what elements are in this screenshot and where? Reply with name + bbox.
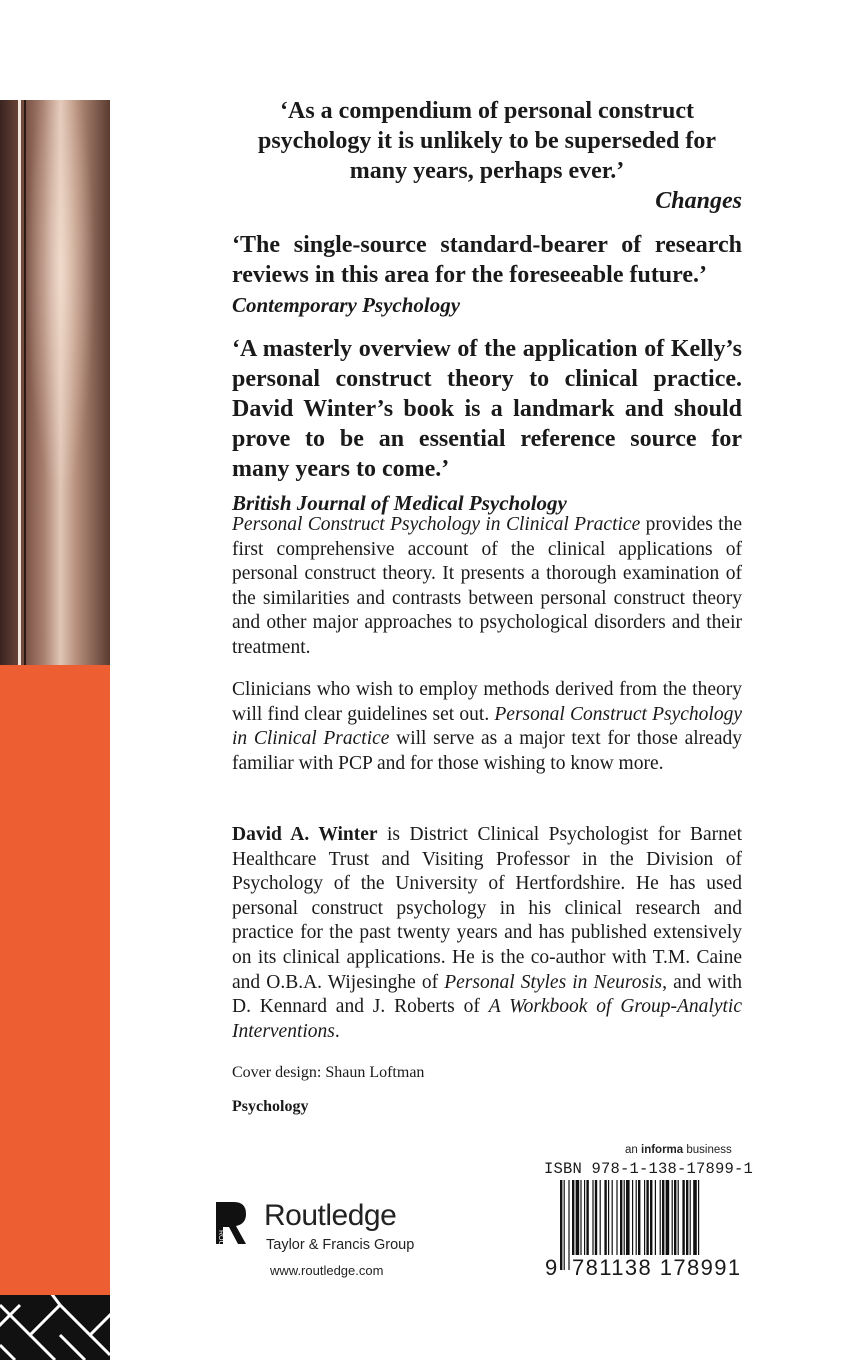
review-quote-2 bbox=[232, 230, 742, 320]
barcode-bar bbox=[560, 1180, 562, 1270]
barcode-digit-groups: 781138 178991 bbox=[572, 1255, 742, 1280]
description-paragraph-1 bbox=[232, 513, 742, 661]
quote-text: ‘The single-source standard-bearer of research reviews in this area for the foreseeable future.’ bbox=[232, 232, 742, 288]
cover-photo-strip bbox=[0, 100, 110, 665]
quote-source: British Journal of Medical Psychology bbox=[232, 491, 567, 515]
quote-text: ‘As a compendium of personal construct psychology it is unlikely to be superseded for many years, perhaps ever.’ bbox=[257, 98, 717, 184]
publisher-block bbox=[212, 1195, 442, 1285]
book-title: Personal Construct Psychology in Clinical Practice bbox=[232, 514, 641, 535]
barcode-first-digit: 9 bbox=[545, 1255, 558, 1280]
publisher-url[interactable]: www.routledge.com bbox=[270, 1263, 384, 1278]
barcode-bar bbox=[568, 1180, 569, 1270]
informa-tagline bbox=[625, 1144, 732, 1156]
paragraph-text: Clinicians who wish to employ methods derived from the theory will find clear guidelines set out. bbox=[232, 679, 742, 725]
review-quote-1 bbox=[232, 96, 742, 216]
bio-text: . bbox=[334, 1020, 340, 1042]
author-name: David A. Winter bbox=[232, 824, 378, 845]
cover-design-credit: Cover design: Shaun Loftman bbox=[232, 1064, 425, 1081]
paragraph-text: will serve as a major text for those already familiar with PCP and for those wishing to know more. bbox=[232, 728, 742, 774]
subject-category: Psychology bbox=[232, 1098, 309, 1115]
book-title: A Workbook of Group-Analytic Interventions bbox=[232, 996, 742, 1042]
quote-text: ‘A masterly overview of the application of Kelly’s personal construct theory to clinical practice. David Winter’s book is a landmark and should prove to be an essential reference source for many years to come.’ bbox=[232, 336, 742, 482]
isbn-label: ISBN 978-1-138-17899-1 bbox=[544, 1160, 754, 1178]
informa-prefix: an bbox=[625, 1144, 641, 1156]
review-quote-3 bbox=[232, 334, 742, 518]
cover-spine-artwork bbox=[0, 100, 110, 1360]
barcode-bar bbox=[564, 1180, 565, 1270]
informa-brand: informa bbox=[641, 1144, 684, 1156]
quote-source: Changes bbox=[655, 188, 742, 214]
routledge-logo-icon bbox=[212, 1200, 248, 1260]
tile-pattern bbox=[0, 1295, 110, 1360]
orange-band bbox=[0, 665, 110, 1295]
bio-text: , and with D. Kennard and J. Roberts of bbox=[232, 971, 743, 1018]
logo-text: ROUTLEDGE bbox=[217, 1230, 224, 1260]
publisher-name: Routledge bbox=[264, 1199, 397, 1232]
quote-source: Contemporary Psychology bbox=[232, 293, 461, 317]
author-bio bbox=[232, 823, 742, 1044]
publisher-group: Taylor & Francis Group bbox=[266, 1237, 415, 1253]
bio-text: is District Clinical Psychologist for Barnet Healthcare Trust and Visiting Professor in the Division of Psychology of the University of Hertfordshire. He has used personal construct psychology in his clinical research and practice for the past twenty years and has published extensively on its clinical applications. He is the co-author with T.M. Caine and O.B.A. Wijesinghe of bbox=[232, 824, 742, 993]
photo-highlight-line bbox=[18, 100, 21, 665]
informa-suffix: business bbox=[683, 1144, 732, 1156]
book-title: Personal Construct Psychology in Clinical Practice bbox=[232, 703, 742, 750]
paragraph-text: provides the first comprehensive account of the clinical applications of personal construct theory. It presents a thorough examination of the similarities and contrasts between personal construct theory and other major approaches to psychological disorders and their treatment. bbox=[232, 514, 742, 658]
book-title: Personal Styles in Neurosis bbox=[444, 971, 663, 993]
photo-shadow-line bbox=[24, 100, 26, 665]
description-paragraph-2 bbox=[232, 678, 742, 776]
